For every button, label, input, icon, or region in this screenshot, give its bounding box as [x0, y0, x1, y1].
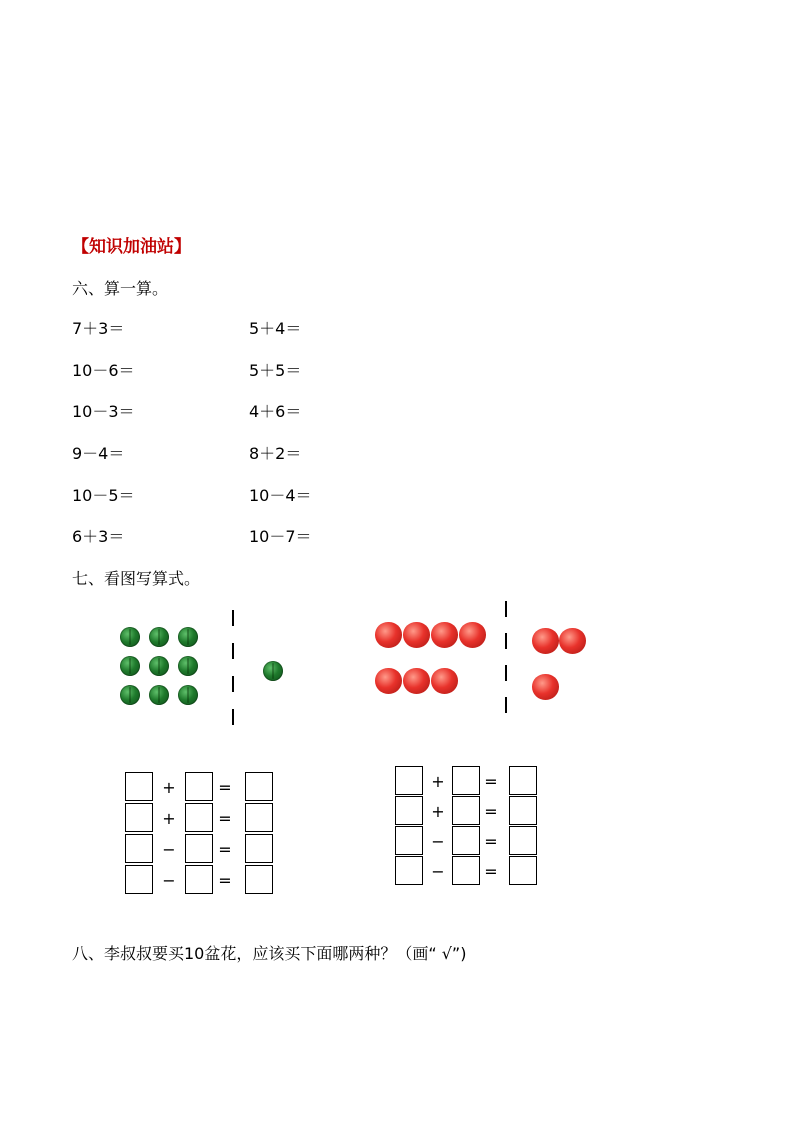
- apple-icon: [459, 622, 486, 648]
- operator: +: [431, 772, 445, 791]
- answer-box[interactable]: [185, 772, 213, 801]
- equals-sign: =: [218, 809, 232, 828]
- q8-title: 八、李叔叔要买10盆花，应该买下面哪两种？（画“ √”): [72, 944, 467, 963]
- answer-box[interactable]: [395, 796, 423, 825]
- answer-box[interactable]: [395, 856, 423, 885]
- watermelon-icon: [178, 656, 198, 676]
- apple-icon: [375, 668, 402, 694]
- equals-sign: =: [484, 862, 498, 881]
- q6-left-2: 10－6＝: [72, 361, 135, 380]
- section-title: 【知识加油站】: [72, 237, 191, 257]
- operator: −: [431, 832, 445, 851]
- divider-dash: [505, 633, 507, 649]
- operator: −: [431, 862, 445, 881]
- apple-icon: [532, 674, 559, 700]
- watermelon-icon: [149, 685, 169, 705]
- q6-right-4: 8＋2＝: [249, 444, 302, 463]
- q6-right-2: 5＋5＝: [249, 361, 302, 380]
- q6-title: 六、算一算。: [72, 279, 169, 298]
- q7-title: 七、看图写算式。: [72, 569, 201, 588]
- q6-left-4: 9－4＝: [72, 444, 125, 463]
- answer-box[interactable]: [452, 766, 480, 795]
- answer-box[interactable]: [509, 766, 537, 795]
- divider-dash: [232, 676, 234, 692]
- answer-box[interactable]: [185, 865, 213, 894]
- q6-left-6: 6＋3＝: [72, 527, 125, 546]
- q6-left-5: 10－5＝: [72, 486, 135, 505]
- watermelon-icon: [149, 656, 169, 676]
- answer-box[interactable]: [245, 865, 273, 894]
- operator: +: [431, 802, 445, 821]
- answer-box[interactable]: [185, 803, 213, 832]
- watermelon-icon: [178, 627, 198, 647]
- operator: +: [162, 778, 176, 797]
- divider-dash: [232, 643, 234, 659]
- q6-right-3: 4＋6＝: [249, 402, 302, 421]
- apple-icon: [431, 622, 458, 648]
- q6-right-1: 5＋4＝: [249, 319, 302, 338]
- answer-box[interactable]: [245, 834, 273, 863]
- apple-icon: [559, 628, 586, 654]
- q6-right-5: 10－4＝: [249, 486, 312, 505]
- operator: −: [162, 871, 176, 890]
- watermelon-icon: [263, 661, 283, 681]
- answer-box[interactable]: [452, 856, 480, 885]
- operator: +: [162, 809, 176, 828]
- divider-dash: [505, 697, 507, 713]
- equals-sign: =: [218, 871, 232, 890]
- watermelon-icon: [120, 627, 140, 647]
- answer-box[interactable]: [125, 772, 153, 801]
- answer-box[interactable]: [395, 826, 423, 855]
- apple-icon: [403, 668, 430, 694]
- q6-right-6: 10－7＝: [249, 527, 312, 546]
- q6-left-1: 7＋3＝: [72, 319, 125, 338]
- watermelon-icon: [120, 685, 140, 705]
- equals-sign: =: [484, 802, 498, 821]
- answer-box[interactable]: [125, 865, 153, 894]
- answer-box[interactable]: [245, 772, 273, 801]
- apple-icon: [375, 622, 402, 648]
- answer-box[interactable]: [395, 766, 423, 795]
- answer-box[interactable]: [125, 834, 153, 863]
- equals-sign: =: [218, 778, 232, 797]
- operator: −: [162, 840, 176, 859]
- answer-box[interactable]: [452, 796, 480, 825]
- answer-box[interactable]: [509, 796, 537, 825]
- apple-icon: [532, 628, 559, 654]
- answer-box[interactable]: [245, 803, 273, 832]
- equals-sign: =: [484, 832, 498, 851]
- apple-icon: [431, 668, 458, 694]
- watermelon-icon: [120, 656, 140, 676]
- watermelon-icon: [149, 627, 169, 647]
- answer-box[interactable]: [509, 856, 537, 885]
- equals-sign: =: [484, 772, 498, 791]
- q6-left-3: 10－3＝: [72, 402, 135, 421]
- divider-dash: [232, 610, 234, 626]
- equals-sign: =: [218, 840, 232, 859]
- answer-box[interactable]: [125, 803, 153, 832]
- watermelon-icon: [178, 685, 198, 705]
- divider-dash: [505, 601, 507, 617]
- answer-box[interactable]: [509, 826, 537, 855]
- divider-dash: [232, 709, 234, 725]
- answer-box[interactable]: [185, 834, 213, 863]
- answer-box[interactable]: [452, 826, 480, 855]
- divider-dash: [505, 665, 507, 681]
- apple-icon: [403, 622, 430, 648]
